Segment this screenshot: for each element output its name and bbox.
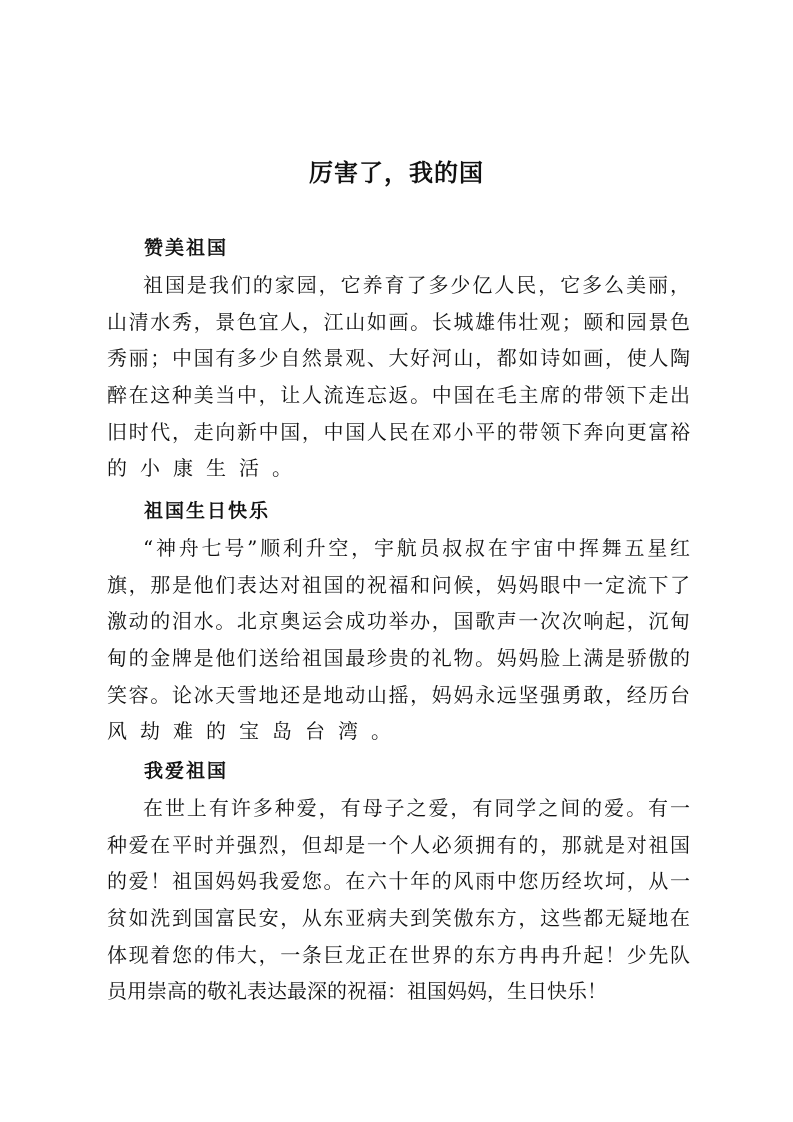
paragraph-line: 甸的金牌是他们送给祖国最珍贵的礼物。妈妈脸上满是骄傲的 <box>107 646 690 671</box>
section-happy-birthday <box>107 493 690 750</box>
paragraph-line: 的爱！祖国妈妈我爱您。在六十年的风雨中您历经坎坷，从一 <box>107 869 690 894</box>
paragraph-line: 在世上有许多种爱，有母子之爱，有同学之间的爱。有一 <box>143 796 690 820</box>
section-praise-motherland <box>107 230 690 487</box>
paragraph-line: 秀丽；中国有多少自然景观、大好河山，都如诗如画，使人陶 <box>107 346 690 371</box>
paragraph-line: 种爱在平时并强烈，但却是一个人必须拥有的，那就是对祖国 <box>107 832 690 857</box>
paragraph-line: 祖国是我们的家园，它养育了多少亿人民，它多么美丽， <box>143 273 690 297</box>
paragraph-line: 体现着您的伟大，一条巨龙正在世界的东方冉冉升起！少先队 <box>107 942 690 967</box>
paragraph-line: 风劫难的宝岛台湾。 <box>107 719 404 744</box>
section-heading: 赞美祖国 <box>144 237 229 259</box>
paragraph-line: 员用崇高的敬礼表达最深的祝福：祖国妈妈，生日快乐！ <box>107 979 607 1004</box>
paragraph-line: 贫如洗到国富民安，从东亚病夫到笑傲东方，这些都无疑地在 <box>107 906 690 931</box>
paragraph-line: 山清水秀，景色宜人，江山如画。长城雄伟壮观；颐和园景色 <box>107 309 690 334</box>
paragraph-line: 旗，那是他们表达对祖国的祝福和问候，妈妈眼中一定流下了 <box>107 572 690 597</box>
paragraph-line: 旧时代，走向新中国，中国人民在邓小平的带领下奔向更富裕 <box>107 419 690 444</box>
paragraph-line: 醉在这种美当中，让人流连忘返。中国在毛主席的带领下走出 <box>107 383 690 408</box>
paragraph-line: 的小康生活。 <box>107 456 305 481</box>
paragraph-line: 激动的泪水。北京奥运会成功举办，国歌声一次次响起，沉甸 <box>107 609 690 634</box>
document-title: 厉害了，我的国 <box>309 158 484 187</box>
paragraph-line: 笑容。论冰天雪地还是地动山摇，妈妈永远坚强勇敢，经历台 <box>107 682 690 707</box>
paragraph-line: “神舟七号”顺利升空，宇航员叔叔在宇宙中挥舞五星红 <box>143 536 690 560</box>
section-love-motherland <box>107 753 690 1010</box>
section-heading: 祖国生日快乐 <box>144 500 271 522</box>
section-heading: 我爱祖国 <box>144 760 229 782</box>
